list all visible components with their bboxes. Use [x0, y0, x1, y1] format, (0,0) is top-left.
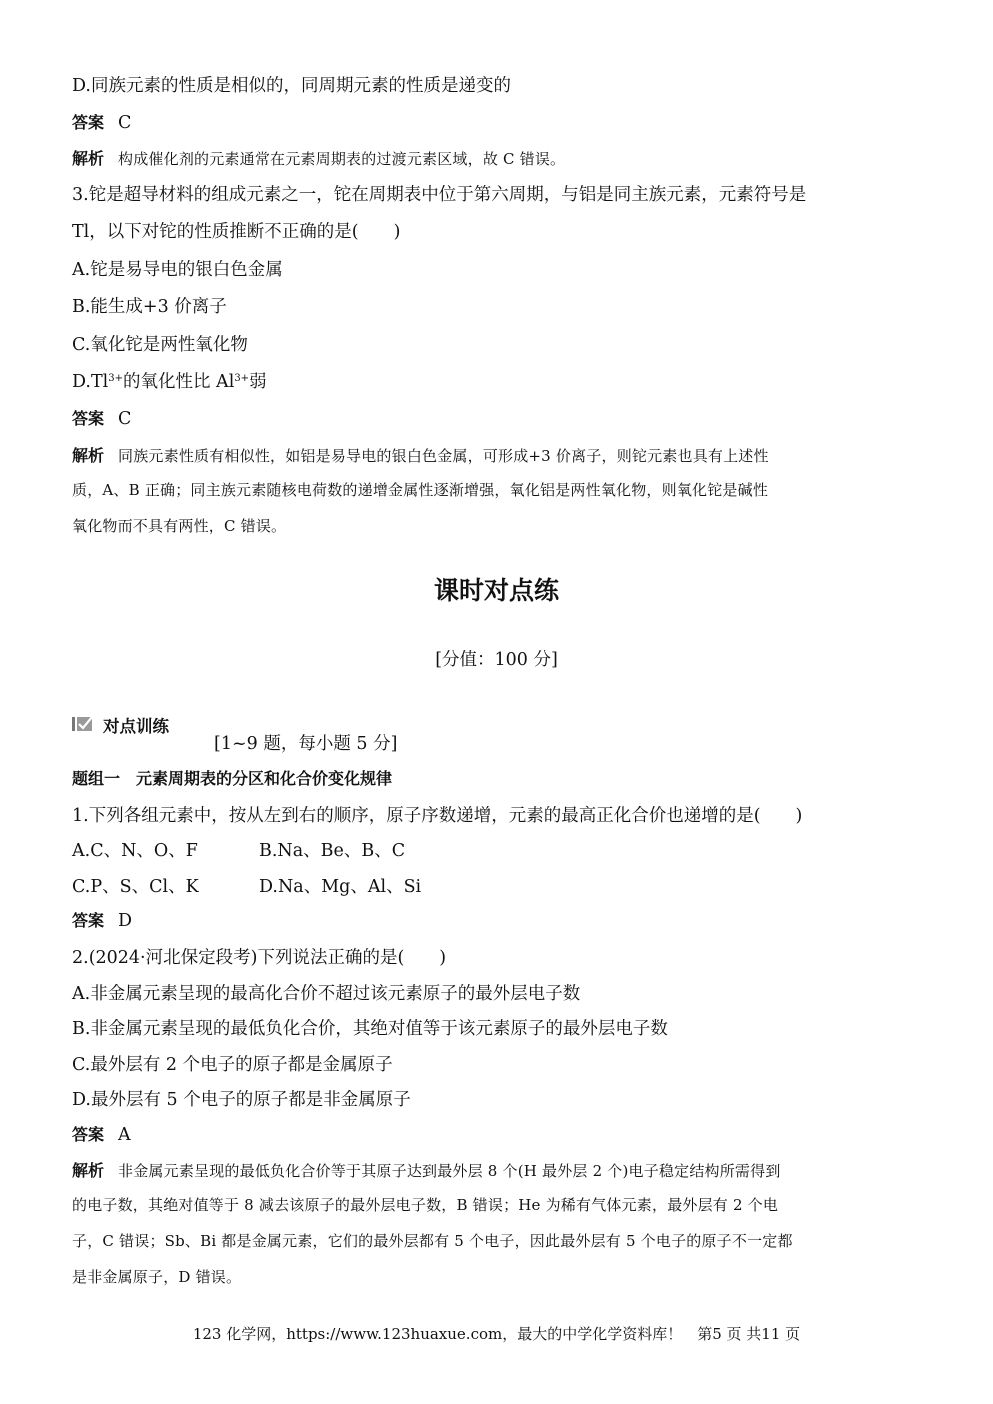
answer-value: C: [118, 113, 132, 133]
page-footer: 123 化学网，https://www.123huaxue.com，最大的中学化学资料库！ 第5 页 共11 页: [192, 1325, 801, 1343]
q2-option-d: D.同族元素的性质是相似的，同周期元素的性质是递变的: [72, 76, 511, 96]
p2-option-a: A.非金属元素呈现的最高化合价不超过该元素原子的最外层电子数: [72, 984, 581, 1004]
p1-option-c: C.P、S、Cl、K: [72, 877, 199, 897]
section-score: [分值：100 分]: [435, 650, 558, 670]
superscript-charge: 3+: [108, 373, 123, 384]
option-d-post: 弱: [249, 372, 267, 392]
answer-value: A: [118, 1125, 131, 1145]
answer-value: D: [118, 911, 133, 931]
analysis-text: 同族元素性质有相似性，如铝是易导电的银白色金属，可形成+3 价离子，则铊元素也具有上述性: [118, 447, 769, 465]
section-title: 课时对点练: [433, 576, 559, 605]
option-d-pre: D.Tl: [72, 372, 109, 392]
p2-analysis-line4: 是非金属原子，D 错误。: [72, 1268, 242, 1286]
p2-analysis-line2: 的电子数，其绝对值等于 8 减去该原子的最外层电子数，B 错误；He 为稀有气体元素，最外层有 2 个电: [72, 1196, 779, 1214]
option-d-mid: 的氧化性比 Al: [123, 372, 235, 392]
p2-option-c: C.最外层有 2 个电子的原子都是金属原子: [72, 1055, 393, 1075]
answer-label: 答案: [72, 911, 105, 930]
q3-analysis-line2: 质，A、B 正确；同主族元素随核电荷数的递增金属性逐渐增强，氧化铝是两性氧化物，则氧化铊是碱性: [72, 481, 769, 499]
answer-label: 答案: [72, 409, 105, 428]
q3-answer: [72, 406, 131, 429]
group-heading: 题组一 元素周期表的分区和化合价变化规律: [72, 769, 393, 788]
q3-analysis-line1: [72, 443, 769, 466]
p2-answer: [72, 1122, 131, 1145]
q3-option-c: C.氧化铊是两性氧化物: [72, 335, 248, 355]
q3-analysis-line3: 氧化物而不具有两性，C 错误。: [72, 517, 287, 535]
p2-analysis-line1: [72, 1158, 781, 1181]
training-range: [1~9 题，每小题 5 分]: [214, 734, 398, 754]
superscript-charge: 3+: [234, 373, 250, 384]
p1-option-a: A.C、N、O、F: [72, 841, 198, 861]
q3-option-a: A.铊是易导电的银白色金属: [72, 260, 283, 280]
answer-label: 答案: [72, 113, 105, 132]
answer-value: C: [118, 409, 132, 429]
q3-option-b: B.能生成+3 价离子: [72, 297, 227, 317]
training-label: 对点训练: [103, 717, 169, 736]
q3-option-d: [72, 368, 267, 393]
analysis-label: 解析: [72, 446, 105, 465]
analysis-text: 非金属元素呈现的最低负化合价等于其原子达到最外层 8 个(H 最外层 2 个)电子稳定结构所需得到: [118, 1162, 781, 1180]
p1-answer: [72, 908, 132, 931]
analysis-label: 解析: [72, 149, 105, 168]
p2-analysis-line3: 子，C 错误；Sb、Bi 都是金属元素，它们的最外层都有 5 个电子，因此最外层有 5 个电子的原子不一定都: [72, 1232, 793, 1250]
p2-option-b: B.非金属元素呈现的最低负化合价，其绝对值等于该元素原子的最外层电子数: [72, 1019, 668, 1039]
analysis-text: 构成催化剂的元素通常在元素周期表的过渡元素区域，故 C 错误。: [118, 150, 566, 168]
q2-analysis: [72, 146, 565, 169]
answer-label: 答案: [72, 1125, 105, 1144]
p1-option-d: D.Na、Mg、Al、Si: [259, 877, 422, 897]
p2-option-d: D.最外层有 5 个电子的原子都是非金属原子: [72, 1090, 411, 1110]
p1-option-b: B.Na、Be、B、C: [259, 841, 406, 861]
q3-stem-line2: Tl，以下对铊的性质推断不正确的是( ): [72, 222, 401, 242]
analysis-label: 解析: [72, 1161, 105, 1180]
p2-stem: 2.(2024·河北保定段考)下列说法正确的是( ): [72, 948, 447, 968]
q3-stem-line1: 3.铊是超导材料的组成元素之一，铊在周期表中位于第六周期，与铝是同主族元素，元素符号是: [72, 185, 807, 205]
checkbox-icon: [72, 715, 94, 733]
q2-answer: [72, 110, 131, 133]
p1-stem: 1.下列各组元素中，按从左到右的顺序，原子序数递增，元素的最高正化合价也递增的是( ): [72, 806, 803, 826]
